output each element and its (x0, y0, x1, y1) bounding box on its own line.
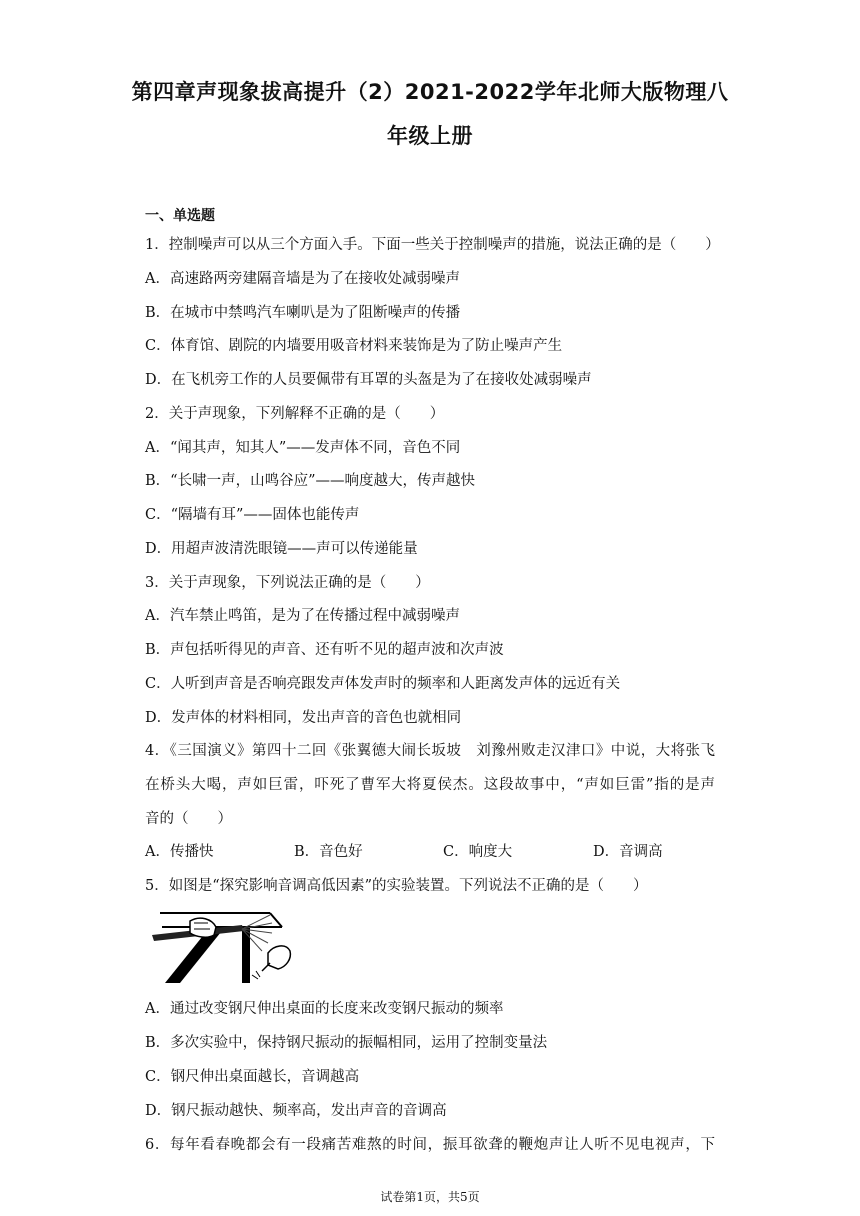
question-4-option-b: B．音色好 (294, 844, 363, 860)
question-5-option-a: A．通过改变钢尺伸出桌面的长度来改变钢尺振动的频率 (145, 1001, 504, 1017)
question-1-option-c: C．体育馆、剧院的内墙要用吸音材料来装饰是为了防止噪声产生 (145, 338, 563, 354)
question-4-option-d: D．音调高 (593, 844, 663, 860)
question-1-option-b: B．在城市中禁鸣汽车喇叭是为了阻断噪声的传播 (145, 305, 461, 321)
question-4-option-a: A．传播快 (145, 844, 214, 860)
page-title-continued: 年级上册 (387, 124, 473, 148)
question-2-option-b: B．“长啸一声，山鸣谷应”——响度越大，传声越快 (145, 473, 475, 489)
question-3-option-b: B．声包括听得见的声音、还有听不见的超声波和次声波 (145, 642, 504, 658)
page-title: 第四章声现象拔高提升（2）2021-2022学年北师大版物理八 (131, 80, 729, 104)
steel-ruler-experiment-figure (150, 905, 295, 983)
question-3-option-d: D．发声体的材料相同，发出声音的音色也就相同 (145, 710, 462, 726)
question-5-option-d: D．钢尺振动越快、频率高，发出声音的音调高 (145, 1103, 447, 1119)
question-1-option-a: A．高速路两旁建隔音墙是为了在接收处减弱噪声 (145, 271, 460, 287)
question-1-stem: 1．控制噪声可以从三个方面入手。下面一些关于控制噪声的措施，说法正确的是（ ） (145, 237, 720, 253)
page-footer: 试卷第1页，共5页 (380, 1190, 480, 1204)
question-6-stem: 6．每年看春晚都会有一段痛苦难熬的时间，振耳欲聋的鞭炮声让人听不见电视声，下 (145, 1137, 715, 1153)
question-3-stem: 3．关于声现象，下列说法正确的是（ ） (145, 575, 430, 591)
question-4-stem-line3: 音的（ ） (145, 811, 232, 827)
question-4-option-c: C．响度大 (443, 844, 513, 860)
question-5-stem: 5．如图是“探究影响音调高低因素”的实验装置。下列说法不正确的是（ ） (145, 878, 648, 894)
question-5-option-b: B．多次实验中，保持钢尺振动的振幅相同，运用了控制变量法 (145, 1035, 548, 1051)
question-4-stem-line2: 在桥头大喝，声如巨雷，吓死了曹军大将夏侯杰。这段故事中，“声如巨雷”指的是声 (145, 777, 715, 793)
question-4-stem-line1: 4．《三国演义》第四十二回《张翼德大闹长坂坡 刘豫州败走汉津口》中说，大将张飞 (145, 743, 715, 759)
section-heading: 一、单选题 (145, 208, 215, 224)
question-5-option-c: C．钢尺伸出桌面越长，音调越高 (145, 1069, 360, 1085)
question-2-option-d: D．用超声波清洗眼镜——声可以传递能量 (145, 541, 418, 557)
question-2-option-c: C．“隔墙有耳”——固体也能传声 (145, 507, 360, 523)
question-3-option-c: C．人听到声音是否响亮跟发声体发声时的频率和人距离发声体的远近有关 (145, 676, 621, 692)
question-2-stem: 2．关于声现象，下列解释不正确的是（ ） (145, 406, 445, 422)
question-3-option-a: A．汽车禁止鸣笛，是为了在传播过程中减弱噪声 (145, 608, 460, 624)
question-1-option-d: D．在飞机旁工作的人员要佩带有耳罩的头盔是为了在接收处减弱噪声 (145, 372, 592, 388)
question-2-option-a: A．“闻其声，知其人”——发声体不同，音色不同 (145, 440, 461, 456)
